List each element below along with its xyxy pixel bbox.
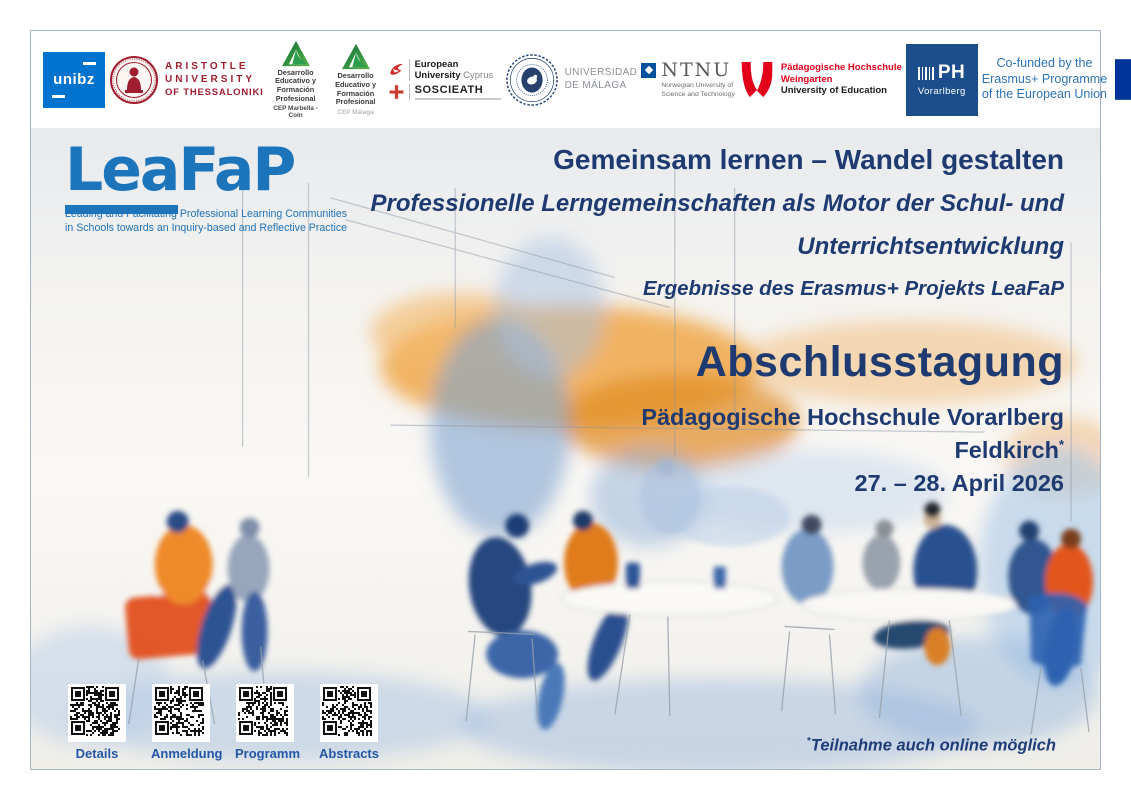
aristotle-line3: OF THESSALONIKI [165,86,264,98]
event-date: 27. – 28. April 2026 [854,469,1064,496]
erasmus-eu-funding-logo [982,56,1131,103]
qr-code-abstracts [320,684,378,742]
qr-label-anmeldung: Anmeldung [151,746,223,761]
qr-code-programm [236,684,294,742]
unibz-logo [43,52,105,108]
leafap-tagline-line2: in Schools towards an Inquiry-based and Reflective Practice [65,221,348,234]
qr-item-details [67,684,127,761]
qr-label-abstracts: Abstracts [319,746,379,761]
aristotle-line2: UNIVERSITY [165,74,256,86]
weingarten-line2: Weingarten [780,73,833,85]
qr-code-row [67,684,379,761]
poster-content [31,128,1100,769]
malaga-line2: DE MÁLAGA [564,79,627,91]
leafap-tagline-line1: Leading and Facilitating Professional Learning Communities [65,208,348,220]
eu-funding-line2: Erasmus+ Programme [981,71,1108,86]
weingarten-line3: University of Education [780,85,887,97]
ntnu-logo [641,59,735,100]
weingarten-w-icon [739,60,775,100]
eu-funding-line3: of the European Union [981,87,1108,102]
unibz-dash-icon [83,62,96,65]
qr-code-details [68,684,126,742]
soscieath-wordmark: SOSCIEATH [414,84,484,97]
ntnu-square-icon [641,63,656,78]
leafap-wordmark: LeaFaP [65,142,347,199]
desarrollo-line: Formación [276,85,315,94]
ntnu-subline2: Science and Technology [661,91,735,98]
headline-title: Gemeinsam lernen – Wandel gestalten [553,144,1064,175]
euc-swoosh-icon [388,62,405,78]
qr-item-anmeldung [151,684,223,761]
european-university-cyprus-logo [388,59,501,101]
soscieath-tagline-placeholder [415,98,501,100]
unibz-wordmark: unibz [53,71,95,88]
qr-label-programm: Programm [235,746,301,761]
phv-wordmark: PH [937,62,966,83]
desarrollo-line: Educativo y [335,79,377,89]
desarrollo-line: Desarrollo [337,71,374,81]
qr-label-details: Details [75,746,119,761]
malaga-line1: UNIVERSIDAD [564,67,638,78]
aristotle-line1: ARISTOTLE [165,60,249,72]
event-title: Abschlusstagung [695,338,1064,386]
ntnu-wordmark: NTNU [661,59,732,82]
event-block [641,338,1064,500]
desarrollo-marbella-logo [268,40,324,119]
eu-funding-line1: Co-funded by the [996,56,1093,71]
phv-name: Vorarlberg [917,86,966,97]
headline-subtitle-line3: Ergebnisse des Erasmus+ Projekts LeaFaP [642,277,1064,301]
weingarten-line1: Pädagogische Hochschule [780,61,902,73]
desarrollo-subline: CEP Marbella - Coín [273,105,318,120]
event-venue: Pädagogische Hochschule Vorarlberg [641,404,1064,430]
headline-subtitle-line1: Professionelle Lerngemeinschaften als Motor der Schul- und [370,190,1064,217]
footnote-mark: * [807,735,811,747]
eu-flag-icon [1115,59,1131,100]
desarrollo-line: Desarrollo [277,67,314,77]
euc-line2-bold: University [414,70,461,81]
qr-code-anmeldung [152,684,210,742]
aristotle-seal-icon [109,55,159,105]
online-footnote [807,736,1056,756]
partner-logo-strip [31,31,1108,128]
andalucia-a-icon [280,40,312,68]
ph-weingarten-logo [739,60,902,100]
footnote-text: Teilnahme auch online möglich [810,736,1056,754]
desarrollo-line: Profesional [335,97,376,107]
footnote-mark: * [1058,437,1064,453]
desarrollo-line: Profesional [275,93,316,103]
qr-item-programm [235,684,301,761]
ntnu-subline1: Norwegian University of [661,82,734,90]
ph-vorarlberg-logo [906,44,978,116]
qr-item-abstracts [319,684,379,761]
headline-block [371,144,1064,301]
desarrollo-subline: CEP Málaga [337,108,374,116]
soscieath-cross-icon [388,84,405,100]
phv-bars-icon [918,67,934,80]
aristotle-university-logo [109,55,264,105]
desarrollo-line: Educativo y [275,76,317,86]
euc-line2-grey: Cyprus [460,70,494,81]
desarrollo-malaga-logo [328,43,384,115]
leafap-logo [65,135,348,236]
event-city: Feldkirch* [954,436,1064,463]
desarrollo-line: Formación [336,88,375,98]
euc-line1: European [414,58,459,70]
malaga-seal-icon [505,53,559,107]
headline-subtitle-line2: Unterrichtsentwicklung [797,233,1064,261]
andalucia-a-icon [340,43,372,71]
poster [30,30,1108,770]
unibz-dash-icon [52,95,65,98]
universidad-de-malaga-logo [505,53,638,107]
